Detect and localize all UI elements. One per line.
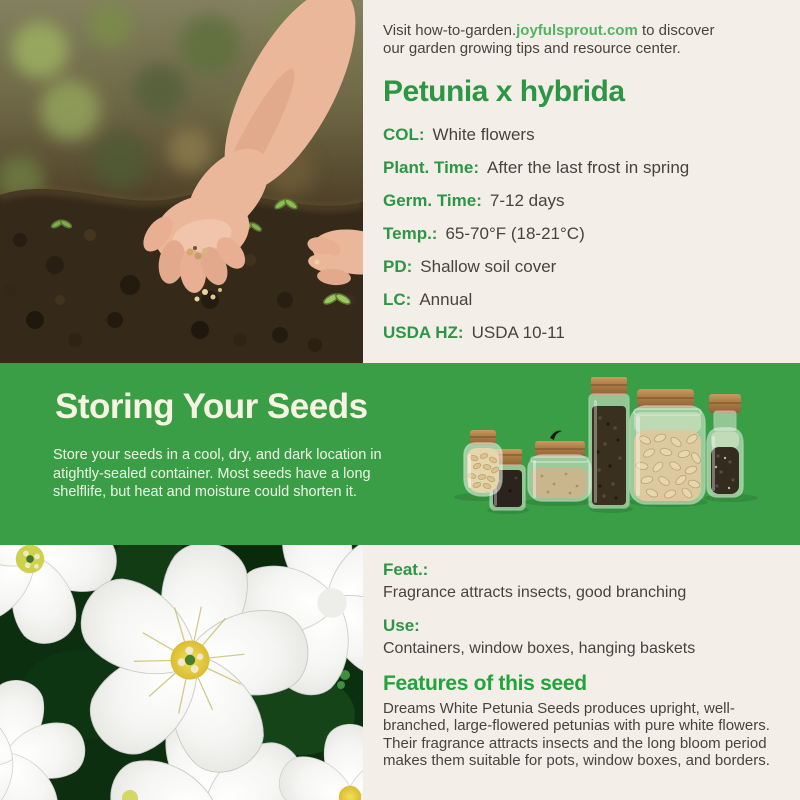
- plant-details-list: [383, 124, 783, 343]
- detail-value: 7-12 days: [489, 190, 565, 210]
- visit-text: [383, 22, 739, 59]
- detail-row-temp: [383, 223, 783, 244]
- detail-value: Annual: [419, 289, 473, 309]
- detail-value: Shallow soil cover: [420, 256, 557, 276]
- detail-value: After the last frost in spring: [487, 157, 690, 177]
- detail-label: Germ. Time:: [383, 190, 482, 210]
- detail-row-usda-hz: [383, 322, 783, 343]
- feat-value: Fragrance attracts insects, good branching: [383, 584, 687, 601]
- feat-label: Feat.:: [383, 560, 429, 579]
- seed-jars-image: [450, 366, 790, 543]
- plant-info-panel: [383, 22, 783, 355]
- detail-value: 65-70°F (18-21°C): [445, 223, 585, 243]
- detail-row-pd: [383, 256, 783, 277]
- plant-title: Petunia x hybrida: [383, 74, 625, 108]
- detail-row-plant-time: [383, 157, 783, 178]
- detail-label: Plant. Time:: [383, 157, 480, 177]
- website-link[interactable]: joyfulsprout.com: [516, 22, 638, 39]
- use-label: Use:: [383, 616, 420, 635]
- use-value: Containers, window boxes, hanging baskets: [383, 640, 696, 657]
- visit-pre: Visit how-to-garden.: [383, 22, 517, 39]
- detail-label: LC:: [383, 289, 412, 309]
- banner-title: Storing Your Seeds: [55, 387, 368, 426]
- banner-body-text: Store your seeds in a cool, dry, and dark location in atightly-sealed container. Most seeds have a long shelflife, but heat and moisture could shorten it.: [53, 447, 382, 501]
- detail-label: PD:: [383, 256, 413, 276]
- storing-seeds-banner: [0, 363, 800, 545]
- detail-row-germ-time: [383, 190, 783, 211]
- detail-label: Temp.:: [383, 223, 438, 243]
- detail-value: USDA 10-11: [471, 322, 565, 342]
- detail-label: COL:: [383, 124, 425, 144]
- features-body: Dreams White Petunia Seeds produces upright, well-branched, large-flowered petunias with pure white flowers. Their fragrance attracts insects and the long bloom period makes them suitable for pots, window boxes, and borders.: [383, 700, 770, 769]
- detail-label: USDA HZ:: [383, 322, 464, 342]
- white-petunias-photo: [0, 545, 363, 800]
- seed-features-panel: [383, 560, 798, 769]
- features-title: Features of this seed: [383, 672, 587, 695]
- hand-sowing-seeds-photo: [0, 0, 363, 363]
- visit-post: to discover our garden growing tips and resource center.: [383, 22, 715, 58]
- detail-row-col: [383, 124, 783, 145]
- detail-value: White flowers: [432, 124, 535, 144]
- detail-row-lc: [383, 289, 783, 310]
